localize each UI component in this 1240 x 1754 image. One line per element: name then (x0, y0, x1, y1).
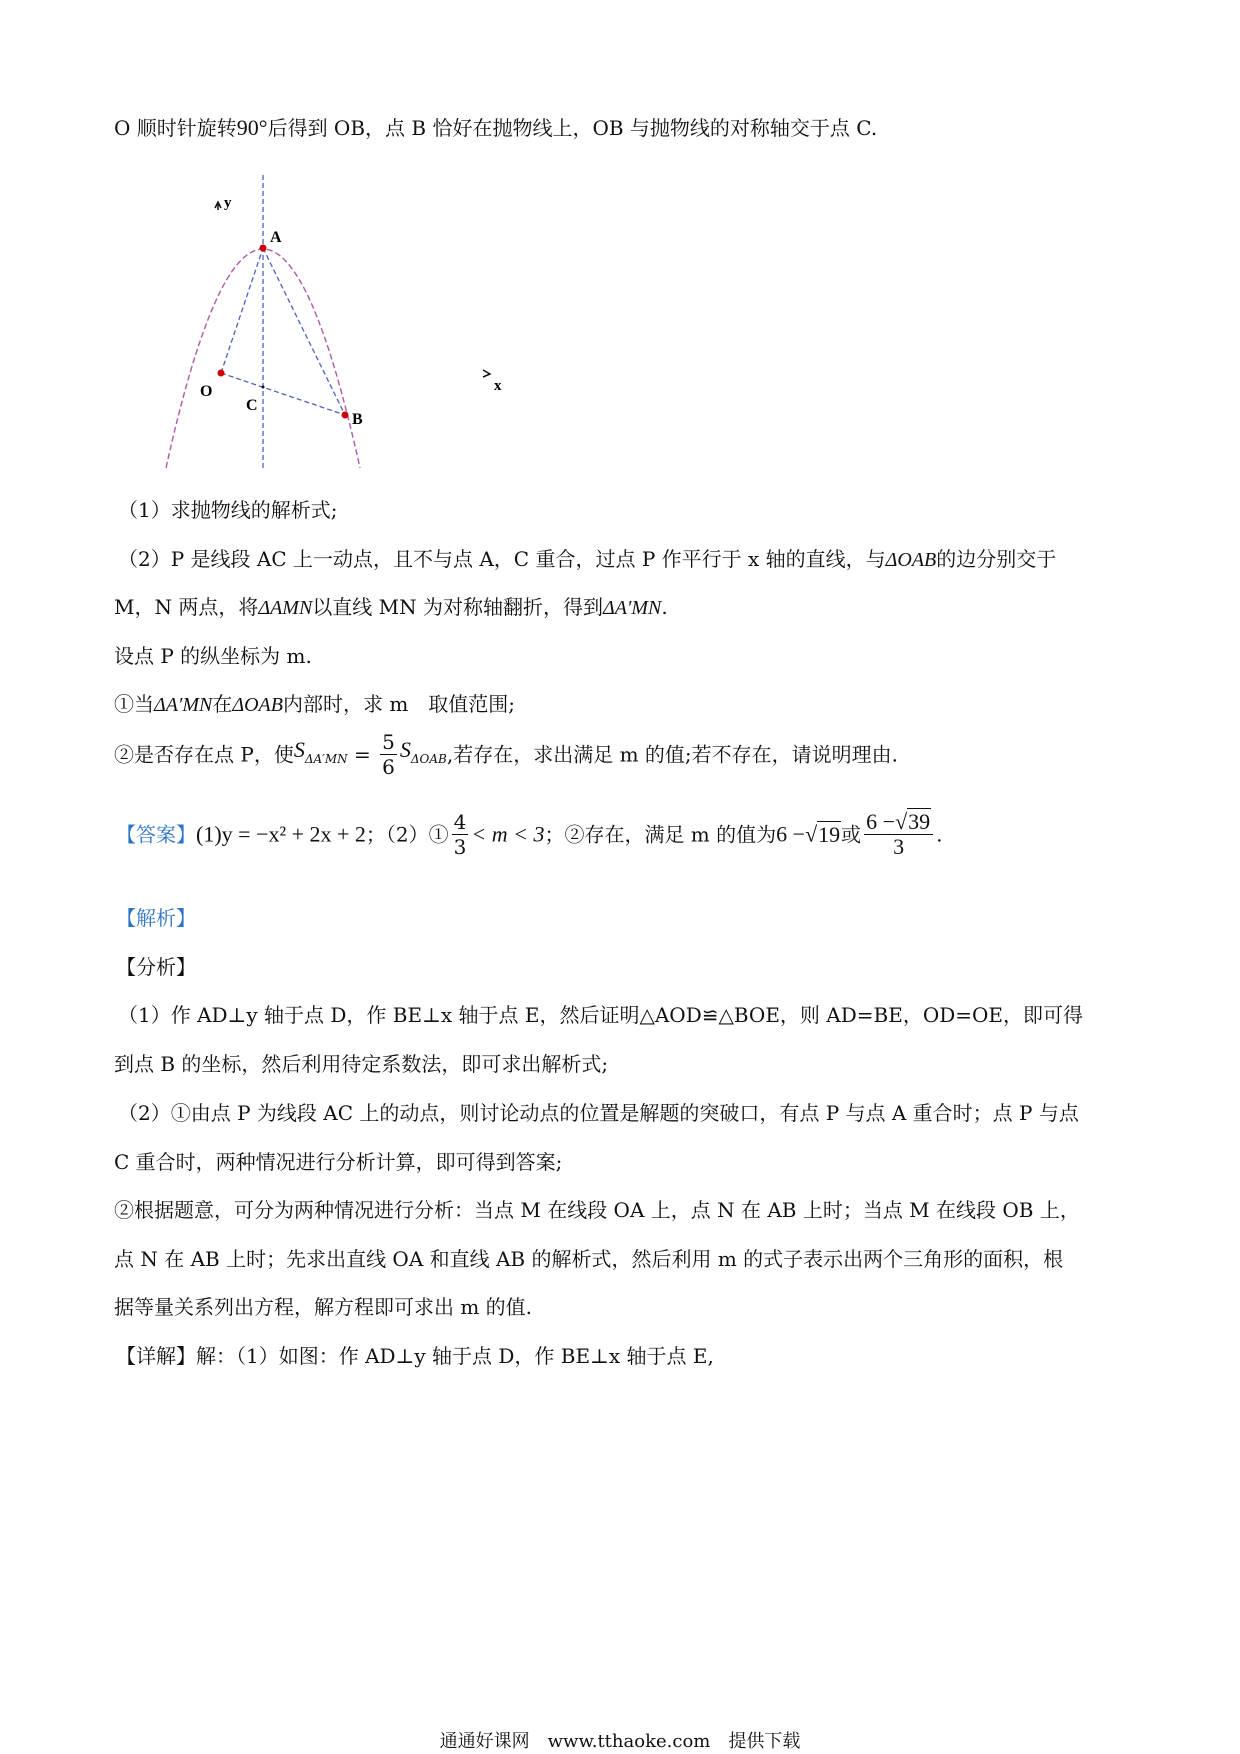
analysis-line-1: （1）作 AD⊥y 轴于点 D，作 BE⊥x 轴于点 E，然后证明△AOD≌△BOE，则 AD=BE，OD=OE，即可得 (118, 1003, 1084, 1027)
sub1-text-a: ①当 (114, 692, 154, 716)
answer-value2-root: 39 (908, 809, 931, 834)
q2-text-a: （2）P 是线段 AC 上一动点，且不与点 A，C 重合，过点 P 作平行于 x 轴的直线，与 (118, 547, 886, 571)
analysis-line-5: ②根据题意，可分为两种情况进行分析：当点 M 在线段 OA 上，点 N 在 AB 上时；当点 M 在线段 OB 上， (114, 1198, 1080, 1222)
point-c-label: C (246, 397, 258, 414)
analysis-line-6: 点 N 在 AB 上时；先求出直线 OA 和直线 AB 的解析式，然后利用 m 的式子表示出两个三角形的面积，根 (114, 1247, 1064, 1271)
q2-text-e: . (661, 595, 668, 619)
answer-value1-a: 6 − (776, 821, 806, 847)
point-a-dot (260, 245, 267, 252)
fenxi-tag: 【分析】 (116, 955, 196, 979)
answer-tag: 【答案】 (116, 822, 196, 847)
answer-sep2: ；②存在，满足 m 的值为 (544, 822, 777, 847)
answer-value1-root: 19 (818, 821, 841, 847)
analysis-tag: 【解析】 (116, 906, 196, 930)
answer-or: 或 (841, 822, 862, 847)
answer-sep1: ；（2）① (365, 822, 449, 847)
sub1-text-c: 内部时，求 m 取值范围; (282, 692, 516, 716)
analysis-line-4: C 重合时，两种情况进行分析计算，即可得到答案; (114, 1150, 563, 1174)
question-2-line2 (114, 593, 668, 622)
sub2-area-s1-sub: ΔA′MN (304, 752, 348, 766)
parabola-figure (150, 170, 530, 480)
sub2-text-a: ②是否存在点 P，使 (114, 742, 294, 767)
q2-triangle-amn: ΔAMN (258, 597, 313, 619)
sub2-area-s2-sub: ΔOAB (410, 752, 447, 766)
analysis-line-2: 到点 B 的坐标，然后利用待定系数法，即可求出解析式; (114, 1052, 609, 1076)
sub2-fraction-den: 6 (382, 755, 395, 779)
answer-value2-num-a: 6 − (866, 809, 896, 834)
sub2-fraction (380, 730, 397, 779)
answer-value2-den: 3 (893, 834, 905, 859)
intro-line (114, 114, 877, 142)
x-axis-arrow (483, 370, 490, 377)
answer-fraction-den: 3 (453, 835, 467, 859)
point-o-dot (218, 370, 225, 377)
question-1: （1）求抛物线的解析式; (118, 498, 338, 522)
analysis-line-3: （2）①由点 P 为线段 AC 上的动点，则讨论动点的位置是解题的突破口，有点 P 与点 A 重合时；点 P 与点 (118, 1101, 1079, 1125)
answer-inequality: < m < 3 (471, 821, 545, 847)
sub-question-2 (114, 730, 898, 779)
answer-fraction (452, 810, 469, 859)
sub2-fraction-num: 5 (382, 730, 395, 754)
point-b-label: B (352, 411, 363, 428)
segment-oa (221, 248, 263, 373)
answer-end: . (936, 822, 943, 847)
intro-text-a: O 顺时针旋转 (114, 116, 237, 140)
footer-text: 通通好课网 www.tthaoke.com 提供下载 (439, 1731, 801, 1752)
y-axis-label: y (224, 195, 232, 211)
answer-value2-fraction (864, 810, 933, 859)
sub1-triangle-oab: ΔOAB (232, 694, 283, 716)
answer-fraction-num: 4 (453, 810, 467, 834)
question-2-line3: 设点 P 的纵坐标为 m. (114, 644, 312, 668)
answer-value2-num: 6 −√39 (864, 810, 933, 835)
detail-line: 【详解】解：（1）如图：作 AD⊥y 轴于点 D，作 BE⊥x 轴于点 E, (116, 1344, 714, 1368)
point-c-dot (262, 386, 265, 389)
point-o-label: O (200, 383, 213, 400)
q2-text-b: 的边分别交于 (936, 547, 1057, 571)
sub2-equals: = (354, 742, 371, 767)
segment-ob (221, 373, 345, 415)
intro-text-b: 后得到 OB，点 B 恰好在抛物线上，OB 与抛物线的对称轴交于点 C. (267, 116, 878, 140)
q2-triangle-oab: ΔOAB (885, 549, 937, 571)
sub1-text-b: 在 (212, 692, 233, 716)
analysis-line-7: 据等量关系列出方程，解方程即可求出 m 的值. (114, 1295, 533, 1319)
sub-question-1 (114, 690, 515, 719)
answer-value1: 6 −√19 (776, 821, 841, 847)
question-2-line1 (118, 545, 1056, 574)
answer-line (116, 810, 943, 859)
x-axis-label: x (494, 378, 502, 394)
angle-value: 90° (236, 115, 268, 140)
q2-text-d: 以直线 MN 为对称轴翻折，得到 (312, 595, 604, 619)
y-axis-arrow (215, 202, 221, 210)
sub2-area-s1: S (293, 737, 305, 762)
answer-part1: (1)y = −x² + 2x + 2 (196, 821, 366, 847)
point-b-dot (342, 412, 349, 419)
q2-text-c: M，N 两点，将 (114, 595, 259, 619)
q2-triangle-a-prime-mn: ΔA′MN (603, 597, 662, 619)
sub2-text-b: ,若存在，求出满足 m 的值;若不存在，请说明理由. (446, 742, 899, 767)
segment-ab (263, 248, 345, 415)
point-a-label: A (270, 229, 282, 246)
sub2-area-s2: S (399, 737, 411, 762)
sub1-triangle-a-prime-mn: ΔA′MN (154, 694, 213, 716)
